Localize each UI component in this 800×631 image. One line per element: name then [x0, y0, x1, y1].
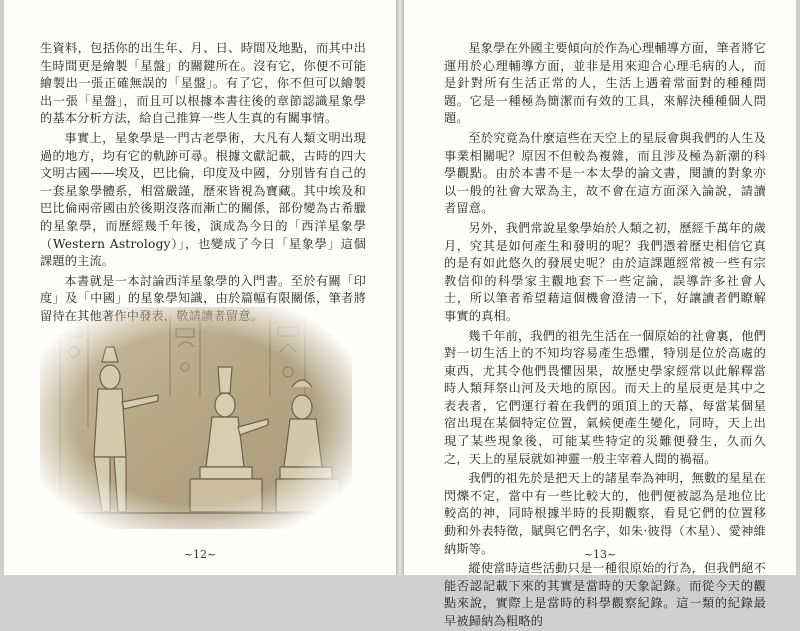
right-paragraph-6: 縱使當時這些活動只是一種很原始的行為，但我們絕不能否認記載下來的其實是當時的天象記錄。而從今天的觀點來說，實際上是當時的科學觀察紀錄。這一類的紀錄最早被歸納為粗略的 [444, 561, 766, 628]
egyptian-relief-image [40, 307, 352, 529]
right-page-number: ~13~ [583, 548, 617, 561]
right-paragraph-4: 幾千年前，我們的祖先生活在一個原始的社會裏，他們對一切生活上的不知均容易產生恐懼，特別是位於高處的東西，尤其令他們畏懼因果，故歷史學家經常以此解釋當時人類拜祭山河及天地的原因。而天上的星辰更是其中之表表者，它們運行着在我們的頭頂上的天幕，每當某個星宿出現在某個特定位置，氣候便產生變化，同時，天上出現了某些現象後，可能某些特定的災難便發生，久而久之，天上的星辰就如神靈一般主宰着人間的禍福。 [444, 328, 766, 466]
right-page [404, 0, 796, 628]
left-paragraph-1: 生資料，包括你的出生年、月、日、時間及地點，而其中出生時間更是繪製「星盤」的關鍵所在。沒有它，你便不可能繪製出一張正確無誤的「星盤」。有了它，你不但可以繪製出一張「星盤」，而且可以根據本書往後的章節認識星象學的基本分析方法，給自己推算一些人生真的有關事情。 [40, 41, 366, 126]
book-gutter [396, 0, 404, 575]
right-paragraph-5: 我們的祖先於是把天上的諸星奉為神明，無數的星星在閃爍不定，當中有一些比較大的，他們便被認為是地位比較高的神，同時根據半時的長期觀察，看見它們的位置移動和外表特徵，賦與它們名字，如朱·彼得（木星）、愛神維納斯等。 [444, 471, 766, 556]
right-page-text [444, 40, 766, 631]
right-paragraph-3: 另外，我們常說星象學始於人類之初，歷經千萬年的歲月，究其是如何產生和發明的呢？我們憑着歷史相信它真的是有如此悠久的發展史呢？由於這課題經常被一些有宗教信仰的科學家主觀地套下一些定論，誤導許多社會人士，所以筆者希望藉這個機會澄清一下，好讓讀者們瞭解事實的真相。 [444, 220, 766, 323]
left-page [4, 0, 396, 575]
right-paragraph-2: 至於究竟為什麼這些在天空上的星辰會與我們的人生及事業相關呢？原因不但較為複雜，而且涉及極為新潮的科學觀點。由於本書不是一本太學的論文書，閱讀的對象亦以一般的社會大眾為主，故不會在這方面深入論說，請讀者留意。 [444, 130, 766, 216]
relief-illustration [40, 307, 352, 529]
left-paragraph-2: 事實上，星象學是一門古老學術，大凡有人類文明出現過的地方，均有它的軌跡可尋。根據文獻記載，古時的四大文明古國——埃及，巴比倫，印度及中國，分別皆有自己的一套星象學體系，相當嚴謹，歷來皆視為寶藏。其中埃及和巴比倫兩帝國由於後期沒落而漸亡的關係，部份變為古希臘的星象學，而歷經幾千年後，演成為今日的「西洋星象學（Western Astrology）」，也變成了今日「星象學」這個課題的主流。 [40, 130, 366, 269]
left-page-number: ~12~ [183, 548, 217, 561]
left-paragraph-3: 本書就是一本討論西洋星象學的入門書。至於有關「印度」及「中國」的星象學知識，由於篇幅有限關係，筆者將 [40, 273, 366, 306]
left-page-text [40, 40, 366, 326]
right-paragraph-1: 星象學在外國主要傾向於作為心理輔導方面，筆者將它運用於心理輔導方面，並非是用來迎合心理毛病的人，而是針對所有生活正常的人，生活上遇着常面對的種種問題。它是一種極為簡潔而有效的工具，來解決種種個人問題。 [444, 41, 766, 126]
